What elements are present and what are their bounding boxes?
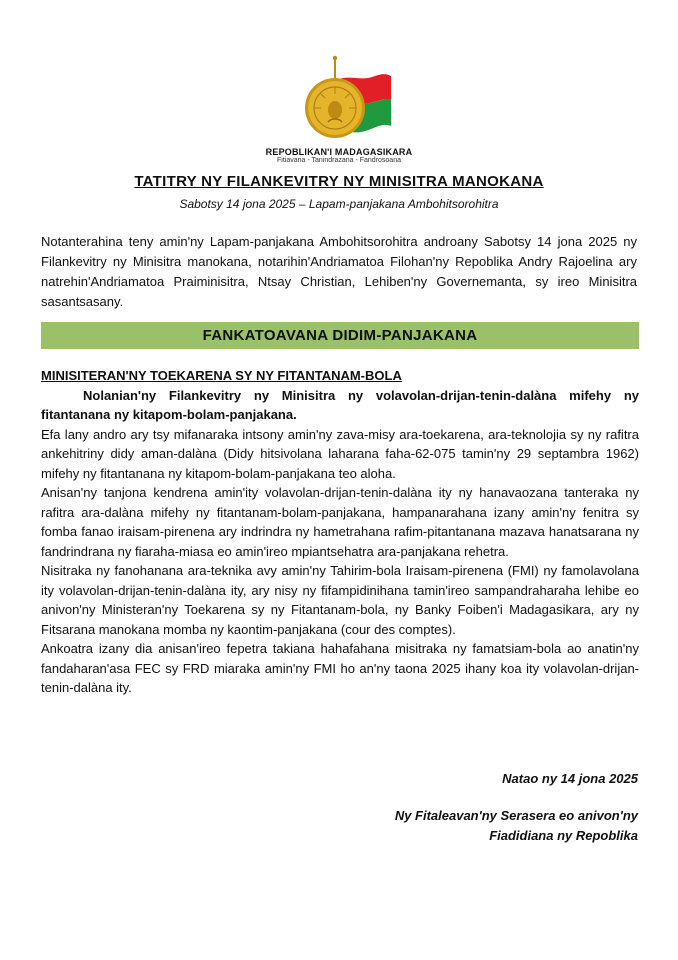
section-banner: FANKATOAVANA DIDIM-PANJAKANA — [41, 322, 639, 349]
lead-paragraph: Nolanian'ny Filankevitry ny Minisitra ny volavolan-drijan-tenin-dalàna mifehy ny fitantanana ny kitapom-bolam-panjakana. — [41, 387, 639, 422]
header-logo — [0, 52, 678, 164]
signature-line-2: Fiadidiana ny Repoblika — [489, 828, 638, 843]
intro-paragraph: Notanterahina teny amin'ny Lapam-panjakana Ambohitsorohitra androany Sabotsy 14 jona 2025 ny Filankevitry ny Minisitra manokana, notarihin'Andriamatoa Filohan'ny Repoblika Andry Rajoelina ary natrehin'Andriamatoa Praiminisitra, Ntsay Christian, Lehiben'ny Governemanta, sy ireo Minisitra sasantsasany. — [41, 234, 637, 309]
ministry-section — [41, 366, 639, 698]
ministry-heading: MINISITERAN'NY TOEKARENA SY NY FITANTANAM-BOLA — [41, 368, 402, 383]
madagascar-seal-with-flag-icon — [279, 52, 399, 146]
closing-date: Natao ny 14 jona 2025 — [502, 771, 638, 786]
body-paragraph: Anisan'ny tanjona kendrena amin'ity volavolan-drijan-tenin-dalàna ity ny hanavaozana tanteraka ny rafitra ara-dalàna mifehy ny fitantanam-bolam-panjakana, hampanarahana izany amin'ny fenitra sy fomba fanao iraisam-pirenena ary indrindra ny hametrahana rafim-pitantanana mazava hanatsarana ny fandrindrana ny fiaraha-miasa eo amin'ireo mpiantsehatra ara-panjakana rehetra. — [41, 485, 639, 559]
document-title: TATITRY NY FILANKEVITRY NY MINISITRA MANOKANA — [134, 173, 544, 190]
body-paragraph: Nisitraka ny fanohanana ara-teknika avy amin'ny Tahirim-bola Iraisam-pirenena (FMI) ny famolavolana ity volavolan-drijan-tenin-dalàna ity, ary nisy ny fifampidinihana tamin'ireo sampandraharaha lehibe eo anivon'ny Ministeran'ny Toekarena sy ny Fitantanam-bola, ny Banky Foiben'i Madagasikara, ary ny Fitsarana manokana momba ny kaontim-panjakana (cour des comptes). — [41, 563, 639, 637]
body-paragraph: Ankoatra izany dia anisan'ireo fepetra takiana hahafahana misitraka ny famatsiam-bola ao anatin'ny fandaharan'asa FEC sy FRD miaraka amin'ny FMI ho an'ny taona 2025 ihany koa ity volavolan-drijan-tenin-dalàna ity. — [41, 641, 639, 695]
document-subtitle: Sabotsy 14 jona 2025 – Lapam-panjakana Ambohitsorohitra — [179, 197, 499, 211]
brand-name: REPOBLIKAN'I MADAGASIKARA — [265, 147, 413, 157]
signature-line-1: Ny Fitaleavan'ny Serasera eo anivon'ny — [394, 808, 638, 823]
body-paragraph: Efa lany andro ary tsy mifanaraka intsony amin'ny zava-misy ara-toekarena, ara-teknolojia sy ny rafitra ankehitriny didy aman-dalàna (Didy hitsivolana laharana faha-62-075 tamin'ny 29 septambra 1962) mifehy ny fitantanana ny kitapom-bolam-panjakana teo aloha. — [41, 426, 639, 481]
brand-motto: Fitiavana - Tanindrazana - Fandrosoana — [276, 157, 401, 164]
signature-block — [395, 806, 638, 846]
